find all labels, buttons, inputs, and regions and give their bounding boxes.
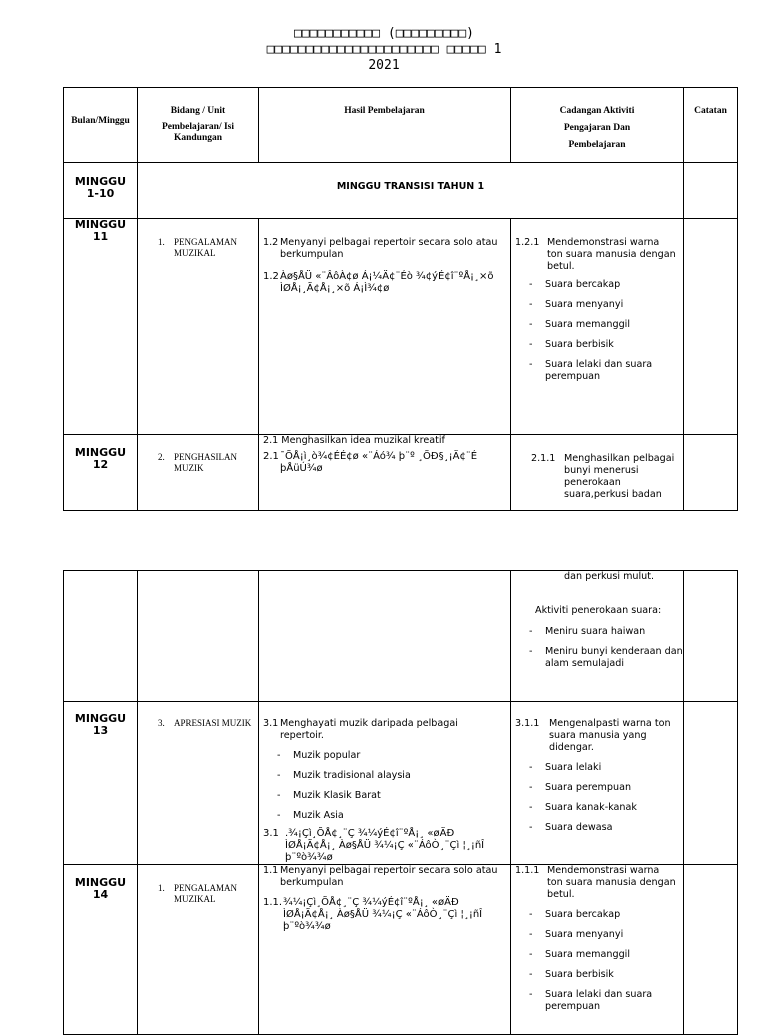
hasil-text: Àø§ÅÜ «¨ÂôÀ¢ø Á¡¼Ä¢¨Éò ¾¢ýÉ¢î¨ºÅ¡¸×õ ÌØÅ¡¸Ã¢Å¡¸×õ Á¡Ì¾¢ø — [280, 271, 494, 294]
list-item: - Suara lelaki dan suara perempuan — [511, 359, 683, 383]
list-item: - Meniru bunyi kenderaan dan alam semulajadi — [511, 646, 683, 670]
hasil-number: 1.2 — [263, 237, 279, 248]
aktiviti-text: Menghasilkan pelbagai bunyi menerusi penerokaan suara,perkusi badan — [564, 453, 675, 500]
aktiviti-item — [515, 237, 677, 273]
aktiviti-number: 3.1.1 — [515, 718, 540, 729]
unit-cell — [138, 865, 259, 1035]
list-item: - Suara berbisik — [511, 339, 683, 351]
hasil-text: Menyanyi pelbagai repertoir secara solo atau berkumpulan — [280, 237, 498, 260]
aktiviti-item — [515, 865, 677, 901]
table-row — [64, 571, 738, 702]
hasil-number: 3.1 — [263, 828, 279, 839]
list-item: - Suara kanak-kanak — [511, 802, 683, 814]
hasil-item — [263, 718, 504, 742]
unit-number: 3. — [158, 718, 165, 728]
week-label: MINGGU — [74, 876, 127, 889]
aktiviti-text: Mendemonstrasi warna ton suara manusia dengan betul. — [547, 237, 676, 272]
aktiviti-list — [511, 279, 683, 383]
header-cadangan-line1: Cadangan Aktiviti — [559, 106, 635, 116]
unit-cell — [138, 435, 259, 511]
header-hasil — [259, 88, 511, 163]
header-catatan-text: Catatan — [694, 106, 727, 116]
aktiviti-item — [531, 453, 677, 501]
aktiviti-cell — [511, 435, 684, 511]
hasil-cell — [259, 435, 511, 511]
hasil-cell — [259, 865, 511, 1035]
header-cadangan-line2: Pengajaran Dan — [563, 123, 631, 133]
hasil-item-translation — [263, 897, 504, 933]
unit-title — [158, 452, 258, 474]
hasil-cell — [259, 571, 511, 702]
unit-cell — [138, 571, 259, 702]
catatan-cell — [684, 435, 738, 511]
header-title: □□□□□□□□□□□ (□□□□□□□□□) — [293, 26, 474, 41]
week-label: MINGGU — [74, 446, 127, 459]
unit-cell — [138, 702, 259, 865]
hasil-item-translation — [263, 451, 504, 475]
hasil-number: 1.1 — [263, 865, 279, 876]
week-number: 12 — [92, 458, 109, 471]
list-item: - Muzik Asia — [259, 810, 510, 822]
list-item: - Muzik popular — [259, 750, 510, 762]
unit-title — [158, 883, 258, 905]
hasil-text: Menyanyi pelbagai repertoir secara solo atau berkumpulan — [280, 865, 498, 888]
hasil-text: Menghayati muzik daripada pelbagai repertoir. — [280, 718, 458, 741]
hasil-cell — [259, 702, 511, 865]
aktiviti-cell — [511, 702, 684, 865]
unit-cell — [138, 219, 259, 435]
hasil-text: ¯ÕÅ¡ì¸ò¾¢ÉÉ¢ø «¨Áó¾ þ¨º ¸ÕÐ§¸¡Ä¢¨É þÅüÚ¾ø — [280, 451, 478, 474]
unit-line2: MUZIKAL — [174, 248, 216, 258]
hasil-number: 1.2 — [263, 271, 279, 282]
table-row — [64, 435, 738, 511]
hasil-item-translation — [263, 271, 504, 295]
aktiviti-title: Aktiviti penerokaan suara: — [535, 605, 662, 616]
catatan-cell — [684, 163, 738, 219]
unit-line1: PENGHASILAN — [174, 452, 237, 462]
aktiviti-cell — [511, 219, 684, 435]
week-label: MINGGU — [74, 175, 127, 188]
week-cell — [64, 865, 138, 1035]
hasil-item-translation — [263, 828, 504, 864]
week-cell — [64, 571, 138, 702]
aktiviti-list — [511, 626, 683, 670]
week-number: 13 — [92, 724, 109, 737]
catatan-cell — [684, 702, 738, 865]
plan-table-2 — [63, 570, 738, 1035]
header-bidang-line2: Pembelajaran/ Isi Kandungan — [161, 122, 235, 143]
catatan-cell — [684, 571, 738, 702]
unit-line2: MUZIKAL — [174, 894, 216, 904]
unit-title — [158, 237, 258, 259]
header-bulan — [64, 88, 138, 163]
list-item: - Suara dewasa — [511, 822, 683, 834]
hasil-text: ¾¼¡Çì¸ÕÅ¢¸¨Ç ¾¼ýÉ¢î¨ºÅ¡¸ «øÄÐ ÌØÅ¡Ã¢Å¡¸ Àø§ÅÜ ¾¼¡Ç «¨ÁôÒ¸¨Çì ¦¸¡ñÎ þ¨ºò¾¾ø — [283, 897, 483, 932]
list-item: - Suara bercakap — [511, 279, 683, 291]
hasil-item — [263, 237, 504, 261]
aktiviti-continued-text: dan perkusi mulut. — [564, 571, 655, 582]
aktiviti-text: Mendemonstrasi warna ton suara manusia dengan betul. — [547, 865, 676, 900]
hasil-text: .¾¡Çì¸ÕÅ¢¸¨Ç ¾¼ýÉ¢î¨ºÅ¡¸ «øÄÐ ÌØÅ¡Ã¢Å¡¸ Àø§ÅÜ ¾¼¡Ç «¨ÁôÒ¸¨Çì ¦¸¡ñÎ þ¨ºò¾¾ø — [285, 828, 485, 863]
hasil-number: 2.1 — [263, 451, 279, 462]
week-label: MINGGU — [74, 712, 127, 725]
unit-line1: PENGALAMAN — [174, 237, 237, 247]
list-item: - Suara lelaki — [511, 762, 683, 774]
table-row — [64, 219, 738, 435]
unit-number: 2. — [158, 452, 165, 462]
aktiviti-text: Mengenalpasti warna ton suara manusia yang didengar. — [549, 718, 671, 753]
aktiviti-number: 1.2.1 — [515, 237, 540, 248]
aktiviti-item — [515, 718, 677, 754]
hasil-text: 2.1 Menghasilkan idea muzikal kreatif — [263, 435, 445, 446]
hasil-cell — [259, 219, 511, 435]
week-label: MINGGU — [74, 218, 127, 231]
hasil-number: 3.1 — [263, 718, 279, 729]
aktiviti-cell — [511, 865, 684, 1035]
transisi-cell — [138, 163, 684, 219]
unit-number: 1. — [158, 237, 165, 247]
header-bulan-text: Bulan/Minggu — [71, 116, 130, 126]
week-number: 1-10 — [86, 187, 115, 200]
hasil-list — [259, 750, 510, 822]
table-row — [64, 163, 738, 219]
header-bidang-line1: Bidang / Unit — [170, 106, 226, 116]
unit-number: 1. — [158, 883, 165, 893]
table-row — [64, 702, 738, 865]
header-year: 2021 — [368, 58, 400, 73]
header-hasil-text: Hasil Pembelajaran — [344, 106, 425, 116]
hasil-item — [263, 865, 504, 889]
hasil-number: 1.1. — [263, 897, 283, 908]
list-item: - Muzik Klasik Barat — [259, 790, 510, 802]
week-cell — [64, 219, 138, 435]
list-item: - Suara perempuan — [511, 782, 683, 794]
header-catatan — [684, 88, 738, 163]
header-cadangan-line3: Pembelajaran — [568, 140, 626, 150]
unit-line1: APRESIASI MUZIK — [174, 718, 252, 728]
list-item: - Muzik tradisional alaysia — [259, 770, 510, 782]
unit-line2: MUZIK — [174, 463, 204, 473]
aktiviti-number: 2.1.1 — [531, 453, 556, 464]
aktiviti-list — [511, 762, 683, 834]
list-item: - Meniru suara haiwan — [511, 626, 683, 638]
header-cadangan — [511, 88, 684, 163]
table-header-row — [64, 88, 738, 163]
header-bidang — [138, 88, 259, 163]
list-item: - Suara memanggil — [511, 319, 683, 331]
unit-line1: PENGALAMAN — [174, 883, 237, 893]
list-item: - Suara menyanyi — [511, 299, 683, 311]
week-cell — [64, 163, 138, 219]
table-row — [64, 865, 738, 1035]
catatan-cell — [684, 219, 738, 435]
aktiviti-number: 1.1.1 — [515, 865, 540, 876]
list-item: - Suara berbisik — [511, 969, 683, 981]
unit-title — [158, 718, 258, 729]
list-item: - Suara bercakap — [511, 909, 683, 921]
plan-table-1 — [63, 87, 738, 511]
week-cell — [64, 435, 138, 511]
week-number: 11 — [92, 230, 109, 243]
header-subtitle: □□□□□□□□□□□□□□□□□□□□□□ □□□□□ 1 — [266, 42, 502, 57]
week-number: 14 — [92, 888, 109, 901]
aktiviti-cell — [511, 571, 684, 702]
list-item: - Suara memanggil — [511, 949, 683, 961]
list-item: - Suara menyanyi — [511, 929, 683, 941]
transisi-text: MINGGU TRANSISI TAHUN 1 — [336, 181, 485, 192]
list-item: - Suara lelaki dan suara perempuan — [511, 989, 683, 1013]
catatan-cell — [684, 865, 738, 1035]
week-cell — [64, 702, 138, 865]
document-header — [0, 26, 768, 74]
aktiviti-list — [511, 909, 683, 1013]
